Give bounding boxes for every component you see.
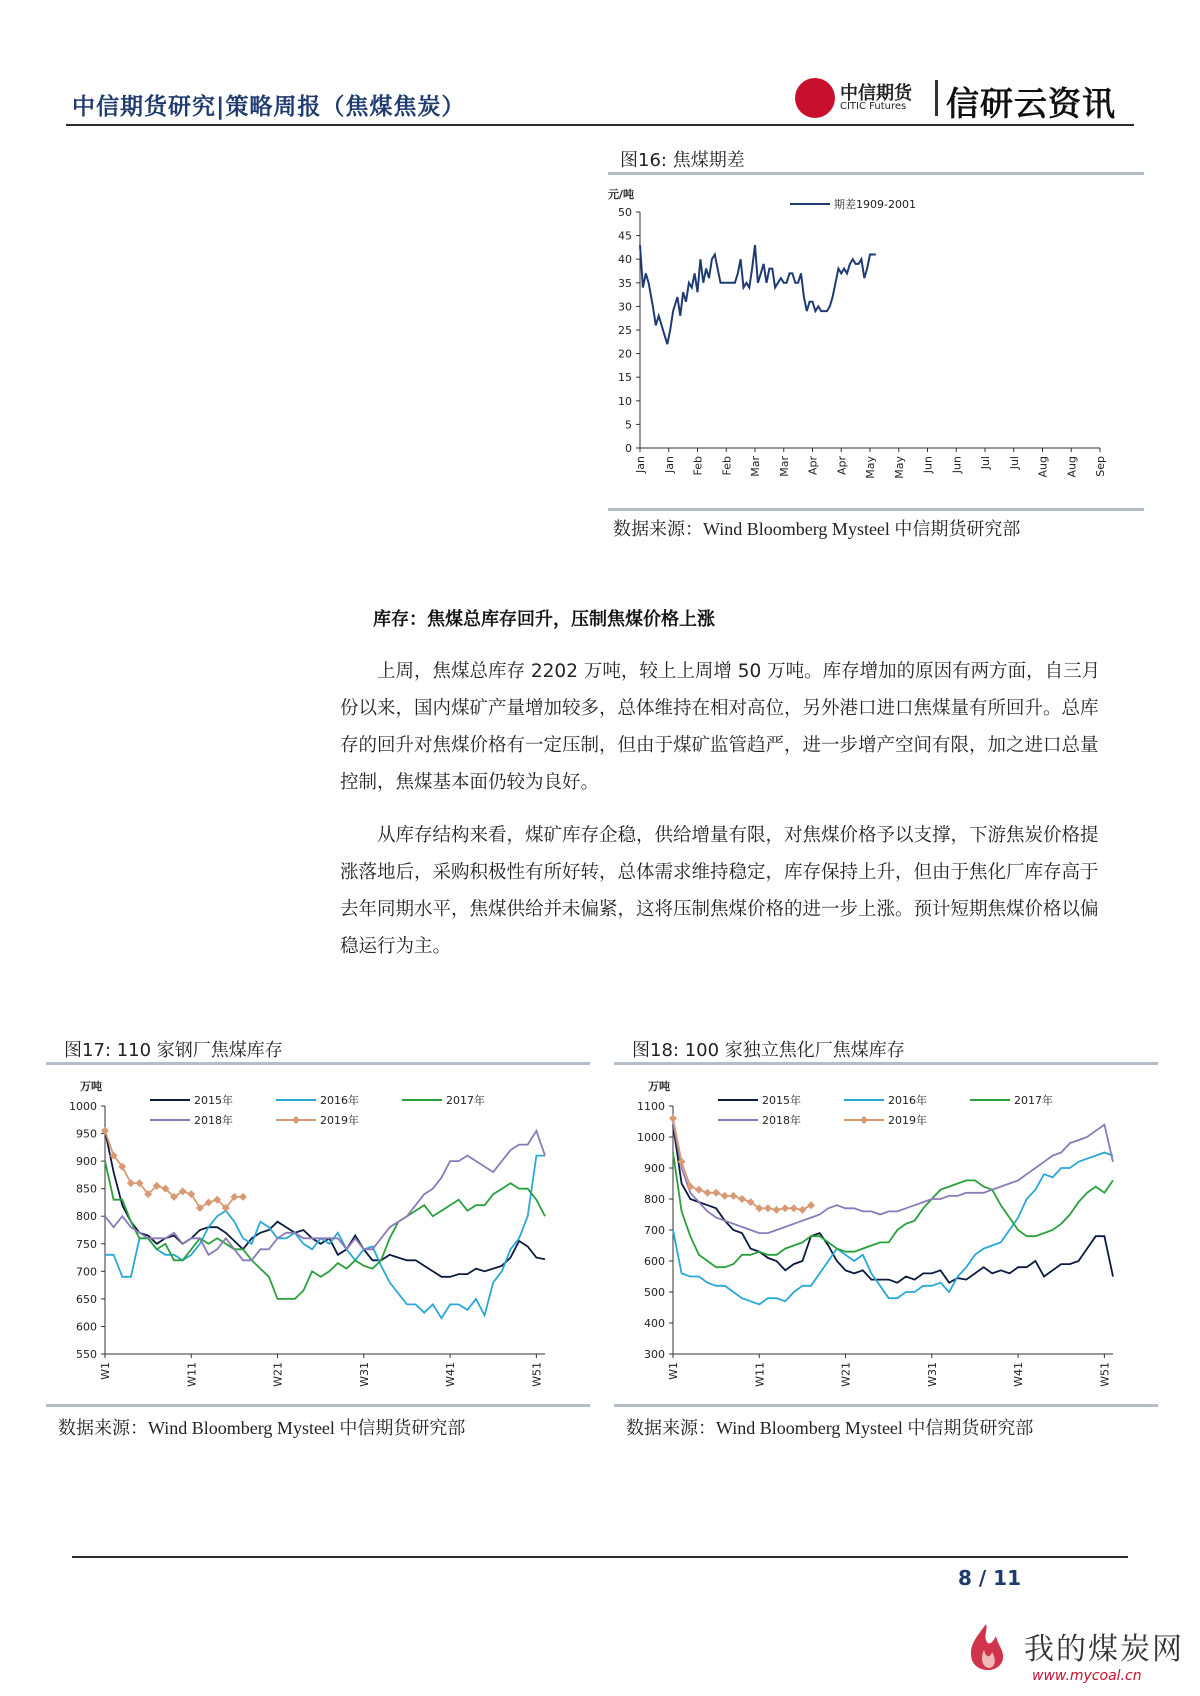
series-marker (729, 1192, 737, 1200)
y-tick-label: 600 (76, 1320, 97, 1334)
series-marker (790, 1204, 798, 1212)
citic-logo-icon (795, 78, 835, 118)
y-axis-unit-label: 元/吨 (608, 188, 635, 201)
watermark-text: 我的煤炭网 (1024, 1632, 1184, 1667)
x-tick-label: Feb (720, 456, 734, 476)
footer-rule (72, 1556, 1128, 1558)
flame-logo-icon (958, 1620, 1014, 1680)
fig16-title: 图16: 焦煤期差 (620, 150, 745, 171)
series-marker (738, 1195, 746, 1203)
legend-label: 2015年 (194, 1094, 233, 1107)
x-tick-label: W51 (1098, 1362, 1112, 1387)
y-tick-label: 25 (618, 324, 632, 337)
y-tick-label: 950 (76, 1127, 97, 1141)
y-tick-label: 1000 (637, 1131, 665, 1144)
y-tick-label: 750 (76, 1237, 97, 1251)
y-tick-label: 500 (644, 1286, 665, 1299)
series-marker (781, 1204, 789, 1212)
y-tick-label: 650 (76, 1292, 97, 1306)
series-marker (669, 1114, 677, 1122)
page-number: 8 / 11 (958, 1566, 1021, 1590)
y-tick-label: 400 (644, 1317, 665, 1330)
fig18-top-rule (614, 1062, 1158, 1065)
fig16-bottom-rule (608, 508, 1144, 511)
y-tick-label: 800 (76, 1210, 97, 1224)
x-tick-label: W11 (753, 1362, 767, 1387)
legend-label: 2019年 (320, 1114, 359, 1127)
y-tick-label: 800 (644, 1193, 665, 1206)
series-marker (798, 1206, 806, 1214)
x-tick-label: Jan (662, 456, 676, 473)
y-tick-label: 20 (618, 347, 632, 361)
x-tick-label: May (864, 456, 877, 479)
x-tick-label: Jul (1007, 456, 1021, 470)
series-line-2 (105, 1161, 545, 1299)
y-tick-label: 1100 (637, 1100, 665, 1113)
logo-divider (935, 80, 938, 116)
x-tick-label: W31 (357, 1362, 371, 1387)
y-tick-label: 15 (618, 371, 632, 385)
x-tick-label: W31 (925, 1362, 939, 1387)
series-marker (127, 1179, 135, 1187)
x-tick-label: W41 (444, 1362, 458, 1387)
series-line-3 (673, 1122, 1113, 1234)
x-tick-label: W41 (1012, 1362, 1026, 1387)
y-tick-label: 900 (644, 1162, 665, 1175)
y-tick-label: 600 (644, 1255, 665, 1268)
y-tick-label: 900 (76, 1155, 97, 1169)
series-marker (712, 1189, 720, 1197)
x-tick-label: W51 (530, 1362, 544, 1387)
legend-marker (292, 1116, 300, 1124)
x-tick-label: W21 (839, 1362, 853, 1387)
x-tick-label: Sep (1094, 456, 1107, 477)
report-header-title: 中信期货研究|策略周报（焦煤焦炭） (72, 94, 466, 120)
x-tick-label: Feb (691, 456, 705, 476)
x-tick-label: Jan (634, 456, 647, 473)
logo-chinese-name: 中信期货 (840, 83, 912, 104)
fig18-bottom-rule (614, 1404, 1158, 1407)
x-tick-label: May (892, 456, 906, 479)
legend-label: 2019年 (888, 1114, 927, 1127)
y-tick-label: 5 (625, 418, 632, 432)
legend-label: 2018年 (762, 1114, 801, 1127)
fig16-chart (600, 180, 1120, 500)
paragraph-1: 上周，焦煤总库存 2202 万吨，较上上周增 50 万吨。库存增加的原因有两方面，自三月份以来，国内煤矿产量增加较多，总体维持在相对高位，另外港口进口焦煤量有所回升。总库存的回升对焦煤价格有一定压制，但由于煤矿监管趋严，进一步增产空间有限，加之进口总量控制，焦煤基本面仍较为良好。 (340, 661, 1101, 793)
fig16-top-rule (608, 172, 1144, 175)
fig16-source: 数据来源：Wind Bloomberg Mysteel 中信期货研究部 (613, 519, 1021, 539)
fig18-title: 图18: 100 家独立焦化厂焦煤库存 (632, 1040, 905, 1061)
paragraph-2: 从库存结构来看，煤矿库存企稳，供给增量有限，对焦煤价格予以支撑，下游焦炭价格提涨落地后，采购积极性有所好转，总体需求维持稳定，库存保持上升，但由于焦化厂库存高于去年同期水平，焦煤供给并未偏紧，这将压制焦煤价格的进一步上涨。预计短期焦煤价格以偏稳运行为主。 (340, 825, 1099, 957)
series-marker (764, 1204, 772, 1212)
brand-name: 信研云资讯 (946, 84, 1116, 123)
y-tick-label: 850 (76, 1182, 97, 1196)
y-tick-label: 300 (644, 1348, 665, 1361)
fig17-top-rule (46, 1062, 590, 1065)
x-tick-label: W21 (271, 1362, 285, 1387)
y-tick-label: 0 (625, 442, 632, 455)
series-marker (695, 1186, 703, 1194)
header-rule (66, 124, 1134, 126)
x-tick-label: Aug (1065, 456, 1079, 478)
series-marker (239, 1193, 247, 1201)
y-tick-label: 35 (618, 276, 632, 290)
y-tick-label: 1000 (69, 1100, 97, 1113)
x-tick-label: W11 (185, 1362, 199, 1387)
y-tick-label: 40 (618, 253, 632, 267)
fig18-source: 数据来源：Wind Bloomberg Mysteel 中信期货研究部 (626, 1418, 1034, 1438)
fig17-title: 图17: 110 家钢厂焦煤库存 (64, 1040, 283, 1061)
y-tick-label: 10 (618, 394, 632, 408)
x-tick-label: Mar (777, 456, 791, 477)
y-tick-label: 50 (618, 206, 632, 219)
legend-marker (860, 1116, 868, 1124)
x-tick-label: Mar (749, 456, 762, 477)
legend-label: 2015年 (762, 1094, 801, 1107)
x-tick-label: W1 (99, 1362, 112, 1380)
y-tick-label: 30 (618, 300, 632, 314)
series-marker (807, 1201, 815, 1209)
x-tick-label: Jul (979, 456, 992, 470)
series-marker (704, 1189, 712, 1197)
legend-label: 2016年 (888, 1094, 927, 1107)
fig17-bottom-rule (46, 1404, 590, 1407)
legend-label: 2016年 (320, 1094, 359, 1107)
x-tick-label: Aug (1036, 456, 1050, 478)
x-tick-label: Jun (921, 456, 935, 474)
watermark-url: www.mycoal.cn (1032, 1668, 1142, 1684)
section-heading: 库存：焦煤总库存回升，压制焦煤价格上涨 (373, 609, 715, 630)
y-axis-unit-label: 万吨 (648, 1080, 670, 1093)
legend-label: 期差1909-2001 (834, 198, 916, 211)
fig17-source: 数据来源：Wind Bloomberg Mysteel 中信期货研究部 (58, 1418, 466, 1438)
y-tick-label: 550 (76, 1348, 97, 1361)
y-tick-label: 45 (618, 229, 632, 243)
legend-label: 2018年 (194, 1114, 233, 1127)
legend-label: 2017年 (1014, 1094, 1053, 1107)
y-tick-label: 700 (76, 1265, 97, 1279)
series-marker (773, 1206, 781, 1214)
series-marker (721, 1192, 729, 1200)
x-tick-label: W1 (667, 1362, 680, 1380)
x-tick-label: Apr (835, 456, 849, 476)
y-tick-label: 700 (644, 1224, 665, 1237)
fig17-chart (50, 1070, 590, 1400)
fig18-chart (618, 1070, 1158, 1400)
x-tick-label: Apr (806, 456, 820, 476)
y-axis-unit-label: 万吨 (80, 1080, 102, 1093)
series-line-2 (673, 1153, 1113, 1268)
series-line-0 (640, 245, 876, 344)
logo-english-name: CITIC Futures (840, 101, 907, 112)
legend-label: 2017年 (446, 1094, 485, 1107)
x-tick-label: Jun (950, 456, 964, 474)
